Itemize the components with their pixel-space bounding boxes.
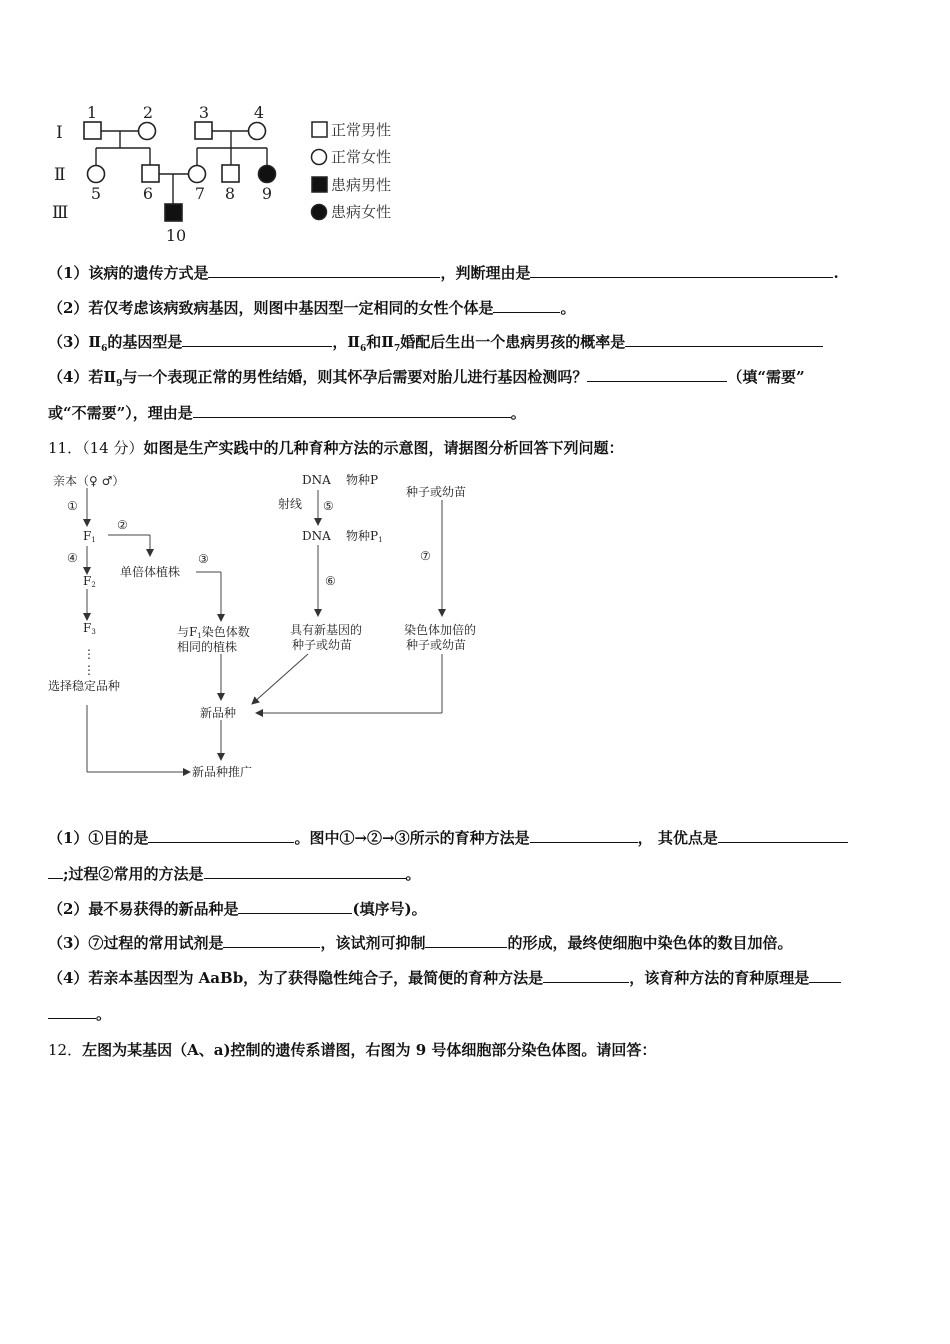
diagram-step-6: ⑥: [325, 574, 336, 588]
pedigree-individual-6: [142, 165, 159, 182]
pedigree-individual-1: [84, 122, 101, 139]
diagram-seed: 种子或幼苗: [406, 485, 467, 499]
pedigree-number-1: 1: [86, 103, 98, 122]
q11-part-1: （1）①目的是 。图中①→②→③所示的育种方法是 ， 其优点是: [48, 827, 848, 848]
diagram-step-2: ②: [117, 518, 128, 532]
diagram-dna-1: DNA: [302, 473, 331, 487]
legend-normal-female: 正常女性: [331, 148, 392, 166]
q10-part-4-cont: 或“不需要”），理由是 。: [48, 404, 526, 422]
answer-blank[interactable]: [223, 933, 320, 948]
answer-blank[interactable]: [238, 899, 352, 914]
answer-blank[interactable]: [625, 332, 823, 347]
q10-part-1: （1）该病的遗传方式是 ，判断理由是 .: [48, 264, 839, 282]
answer-blank[interactable]: [493, 298, 560, 313]
answer-blank[interactable]: [48, 1004, 96, 1019]
q11-part-3: （3）⑦过程的常用试剂是 ，该试剂可抑制 的形成，最终使细胞中染色体的数目加倍。: [48, 934, 793, 952]
q10-part-2: （2）若仅考虑该病致病基因，则图中基因型一定相同的女性个体是 。: [48, 299, 576, 317]
diagram-step-1: ①: [67, 499, 78, 513]
answer-blank[interactable]: [530, 828, 638, 843]
pedigree-individual-2: [139, 123, 156, 140]
diagram-step-7: ⑦: [420, 549, 431, 563]
answer-blank[interactable]: [718, 828, 848, 843]
pedigree-individual-5: [88, 166, 105, 183]
diagram-ray: 射线: [278, 497, 303, 511]
pedigree-individual-8: [222, 165, 239, 182]
legend-affected-male: 患病男性: [331, 176, 392, 194]
answer-blank[interactable]: [182, 332, 332, 347]
answer-blank[interactable]: [193, 403, 511, 418]
q11-part-4: （4）若亲本基因型为 AaBb，为了获得隐性纯合子，最简便的育种方法是 ，该育种方法的育种原理是: [48, 967, 841, 988]
pedigree-individual-10: [165, 204, 182, 221]
diagram-f1: F1: [83, 529, 96, 544]
pedigree-number-9: 9: [261, 184, 273, 203]
diagram-dots-2: ⋮: [83, 663, 95, 677]
pedigree-individual-3: [195, 122, 212, 139]
pedigree-individual-9: [259, 166, 276, 183]
diagram-step-3: ③: [198, 552, 209, 566]
pedigree-number-7: 7: [194, 184, 206, 203]
pedigree-number-3: 3: [198, 103, 210, 122]
diagram-promote: 新品种推广: [192, 765, 253, 779]
answer-blank[interactable]: [530, 263, 833, 278]
q12-header: 12．左图为某基因（A、a)控制的遗传系谱图，右图为 9 号体细胞部分染色体图。请回答：: [48, 1041, 657, 1059]
answer-blank[interactable]: [148, 828, 294, 843]
pedigree-individual-7: [189, 166, 206, 183]
diagram-select-stable: 选择稳定品种: [48, 679, 121, 693]
legend-normal-male: 正常男性: [331, 121, 392, 139]
pedigree-number-2: 2: [142, 103, 154, 122]
diagram-f3: F3: [83, 621, 96, 636]
diagram-step-4: ④: [67, 551, 78, 565]
q11-header: 11．（14 分）如图是生产实践中的几种育种方法的示意图，请据图分析回答下列问题：: [48, 439, 624, 457]
legend-normal-female-icon: [312, 150, 327, 165]
answer-blank[interactable]: [809, 968, 841, 983]
pedigree-number-4: 4: [253, 103, 265, 122]
diagram-new-variety: 新品种: [200, 706, 237, 720]
diagram-species-p: 物种P: [346, 473, 379, 487]
diagram-parent: 亲本（♀ ♂）: [53, 474, 125, 488]
generation-label-3: Ⅲ: [52, 203, 69, 223]
answer-blank[interactable]: [48, 864, 63, 879]
diagram-dna-2: DNA: [302, 529, 331, 543]
diagram-new-gene: 具有新基因的: [290, 623, 363, 637]
legend-normal-male-icon: [312, 122, 327, 137]
q10-part-3: $(3)Ⅱ_6$的基因型是 ，$Ⅱ_6$和$Ⅱ_7$婚配后生出一个患病男孩的概率是: [48, 331, 823, 354]
diagram-doubled: 染色体加倍的: [404, 623, 477, 637]
q11-part-1-cont: ;过程②常用的方法是 。: [48, 863, 421, 884]
answer-blank[interactable]: [208, 263, 440, 278]
diagram-dots: ⋮: [83, 647, 95, 661]
q11-part-2: （2）最不易获得的新品种是 (填序号)。: [48, 900, 427, 918]
legend-affected-female: 患病女性: [331, 203, 392, 221]
diagram-doubled-2: 种子或幼苗: [406, 638, 467, 652]
pedigree-individual-4: [249, 123, 266, 140]
q10-part-4: （4）若$Ⅱ_9$与一个表现正常的男性结婚，则其怀孕后需要对胎儿进行基因检测吗？ （填“需要”: [48, 368, 805, 389]
diagram-same-chromosome: 与F1染色体数: [177, 625, 250, 640]
breeding-diagram: [40, 468, 510, 788]
answer-blank[interactable]: [204, 864, 406, 879]
answer-blank[interactable]: [587, 367, 727, 382]
pedigree-chart: [48, 98, 428, 248]
diagram-f2: F2: [83, 574, 96, 589]
answer-blank[interactable]: [425, 933, 507, 948]
diagram-same-chromosome-2: 相同的植株: [177, 640, 238, 654]
diagram-species-p1: 物种P1: [346, 529, 383, 544]
pedigree-number-5: 5: [90, 184, 102, 203]
pedigree-number-6: 6: [142, 184, 154, 203]
q11-part-4-cont: 。: [48, 1003, 111, 1024]
generation-label-1: Ⅰ: [56, 123, 63, 143]
answer-blank[interactable]: [543, 968, 629, 983]
pedigree-number-10: 10: [165, 226, 187, 245]
legend-affected-male-icon: [312, 177, 327, 192]
diagram-haploid: 单倍体植株: [120, 565, 181, 579]
pedigree-number-8: 8: [224, 184, 236, 203]
diagram-new-gene-2: 种子或幼苗: [292, 638, 353, 652]
legend-affected-female-icon: [312, 205, 327, 220]
generation-label-2: Ⅱ: [54, 165, 66, 185]
diagram-step-5: ⑤: [323, 499, 334, 513]
